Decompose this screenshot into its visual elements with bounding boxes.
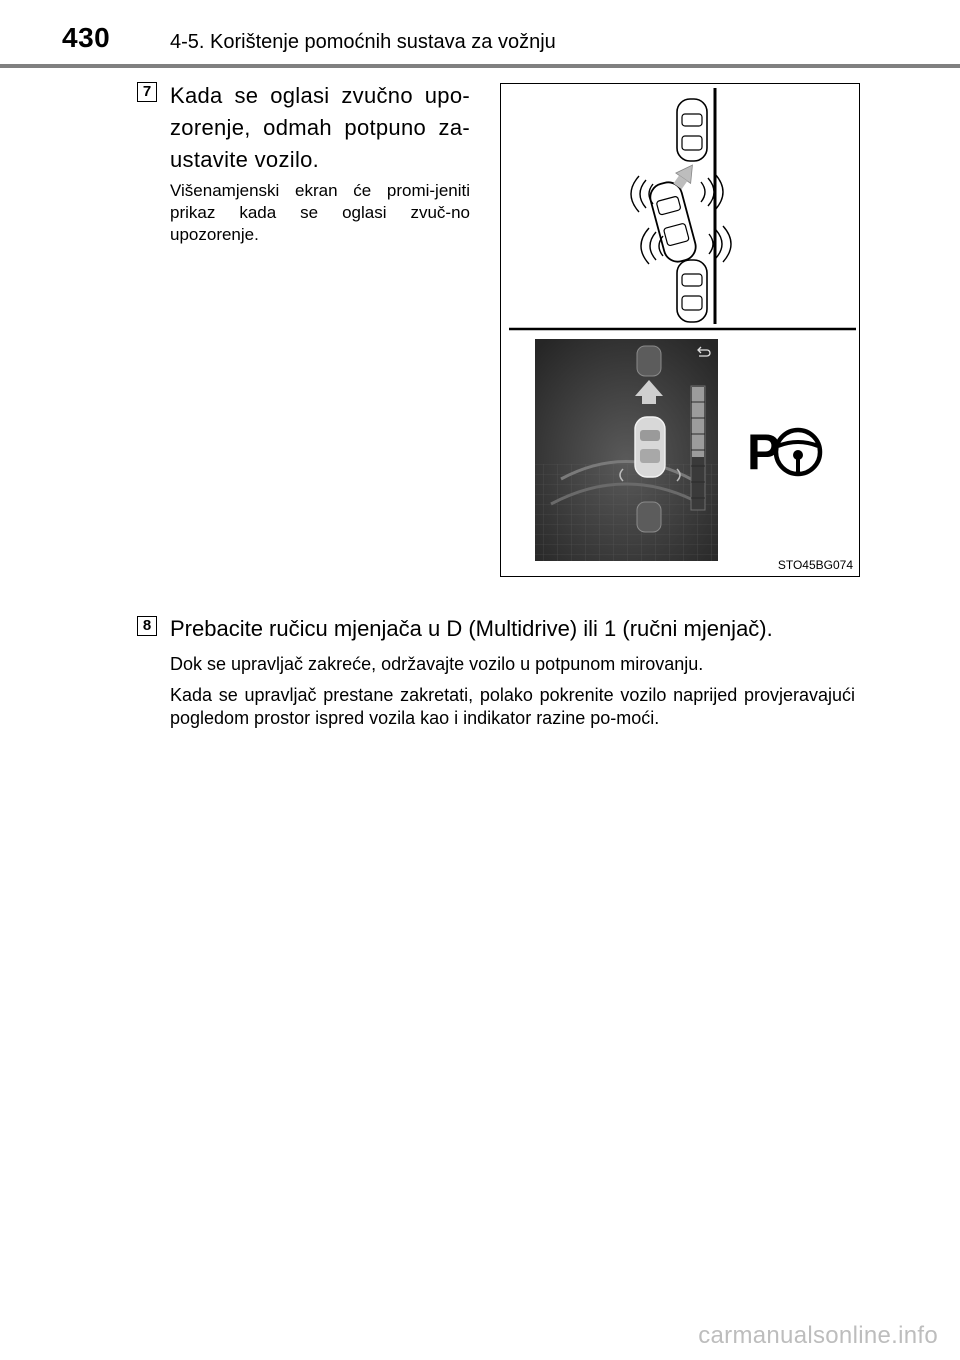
car-icon [635,417,665,477]
step-8-paragraph: Dok se upravljač zakreće, održavajte vozilo u potpunom mirovanju. [170,654,704,674]
car-icon [677,99,707,161]
parking-scene [631,88,731,324]
car-icon [677,260,707,322]
step-7-instruction: Kada se oglasi zvučno upo-zorenje, odmah potpuno za-ustavite vozilo. [170,83,470,172]
watermark: carmanualsonline.info [698,1322,938,1349]
step-8-instruction: Prebacite ručicu mjenjača u D (Multidrive) ili 1 (ručni mjenjač). [170,616,773,641]
car-icon [647,179,699,265]
park-assist-symbol [747,424,820,480]
car-icon [637,346,661,376]
multi-info-display [535,339,718,561]
steering-wheel-icon [776,430,820,474]
assist-level-indicator [691,386,705,510]
page-number: 430 [62,22,111,53]
section-title: 4-5. Korištenje pomoćnih sustava za vožnju [170,31,556,53]
figure-code: STO45BG074 [777,558,853,572]
car-icon [637,502,661,532]
illustration-figure [500,83,860,577]
header-rule [0,64,960,68]
step-7-note: Višenamjenski ekran će promi-jeniti prikaz kada se oglasi zvuč-no upozorenje. [170,181,470,244]
park-letter: P [747,424,781,480]
step-8-paragraph: Kada se upravljač prestane zakretati, polako pokrenite vozilo naprijed provjeravajući pogledom prostor ispred vozila kao i indikator razine po-moći. [170,685,855,728]
illustration-svg [501,84,858,575]
page-header [0,0,960,70]
step-badge-8: 8 [137,616,157,636]
step-badge-7: 7 [137,82,157,102]
